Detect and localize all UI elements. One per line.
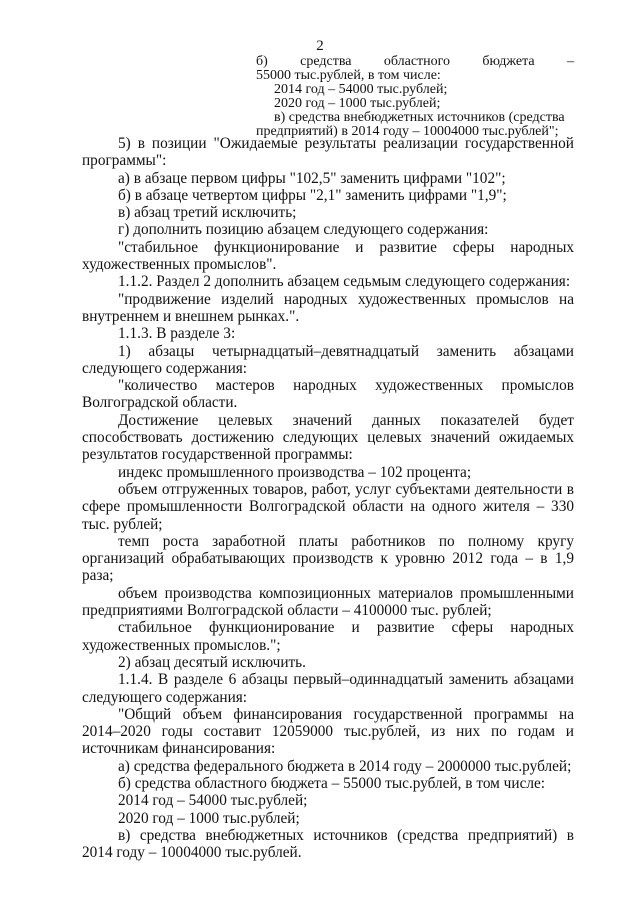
paragraph: в) средства внебюджетных источников (средства предприятий) в 2014 году – 10004000 тыс.рублей. xyxy=(82,826,574,862)
paragraph: а) в абзаце первом цифры "102,5" заменить цифрами "102"; xyxy=(118,169,506,187)
top-line: предприятий) в 2014 году – 10004000 тыс.рублей"; xyxy=(256,124,559,139)
paragraph: объем производства композиционных материалов промышленными предприятиями Волгоградской области – 4100000 тыс. рублей; xyxy=(82,584,574,620)
paragraph: "количество мастеров народных художественных промыслов Волгоградской области. xyxy=(82,377,574,412)
top-line: в) средства внебюджетных источников (средства xyxy=(274,110,565,125)
paragraph: б) средства областного бюджета – 55000 тыс.рублей, в том числе: xyxy=(118,774,546,792)
paragraph: объем отгруженных товаров, работ, услуг субъектами деятельности в сфере промышленности Волгоградской области на одного жителя – 330 тыс. рублей; xyxy=(82,480,574,533)
top-line: 2020 год – 1000 тыс.рублей; xyxy=(274,96,441,111)
top-line: 2014 год – 54000 тыс.рублей; xyxy=(274,82,448,97)
top-line: б) средства областного бюджета – xyxy=(256,54,574,69)
document-body xyxy=(82,135,574,861)
paragraph: индекс промышленного производства – 102 процента; xyxy=(118,463,472,481)
paragraph: "продвижение изделий народных художественных промыслов на внутреннем и внешнем рынках.". xyxy=(82,290,574,325)
paragraph: Достижение целевых значений данных показателей будет способствовать достижению следующих целевых значений ожидаемых результатов государственной программы: xyxy=(82,411,574,464)
paragraph: 1.1.2. Раздел 2 дополнить абзацем седьмым следующего содержания: xyxy=(118,273,571,291)
paragraph: 2) абзац десятый исключить. xyxy=(118,653,306,671)
paragraph: 1.1.3. В разделе 3: xyxy=(118,325,236,343)
page-number: 2 xyxy=(316,38,324,54)
paragraph: б) в абзаце четвертом цифры "2,1" заменить цифрами "1,9"; xyxy=(118,186,507,204)
paragraph: а) средства федерального бюджета в 2014 году – 2000000 тыс.рублей; xyxy=(118,757,572,775)
paragraph: 5) в позиции "Ожидаемые результаты реализации государственной программы": xyxy=(82,135,574,170)
paragraph: "Общий объем финансирования государственной программы на 2014–2020 годы составит 12059000 тыс.рублей, из них по годам и источникам финансирования: xyxy=(82,705,574,758)
funding-summary-block xyxy=(256,55,574,139)
paragraph: 2020 год – 1000 тыс.рублей; xyxy=(118,809,300,827)
paragraph: г) дополнить позицию абзацем следующего содержания: xyxy=(118,221,489,239)
paragraph: стабильное функционирование и развитие сферы народных художественных промыслов."; xyxy=(82,619,574,654)
paragraph: темп роста заработной платы работников по полному кругу организаций обрабатывающих производств к уровню 2012 года – в 1,9 раза; xyxy=(82,532,574,585)
paragraph: 1.1.4. В разделе 6 абзацы первый–одиннадцатый заменить абзацами следующего содержания: xyxy=(82,671,574,706)
paragraph: "стабильное функционирование и развитие сферы народных художественных промыслов". xyxy=(82,238,574,274)
top-line: 55000 тыс.рублей, в том числе: xyxy=(256,68,441,83)
paragraph: 1) абзацы четырнадцатый–девятнадцатый заменить абзацами следующего содержания: xyxy=(82,342,574,377)
paragraph: 2014 год – 54000 тыс.рублей; xyxy=(118,792,308,810)
paragraph: в) абзац третий исключить; xyxy=(118,204,297,222)
